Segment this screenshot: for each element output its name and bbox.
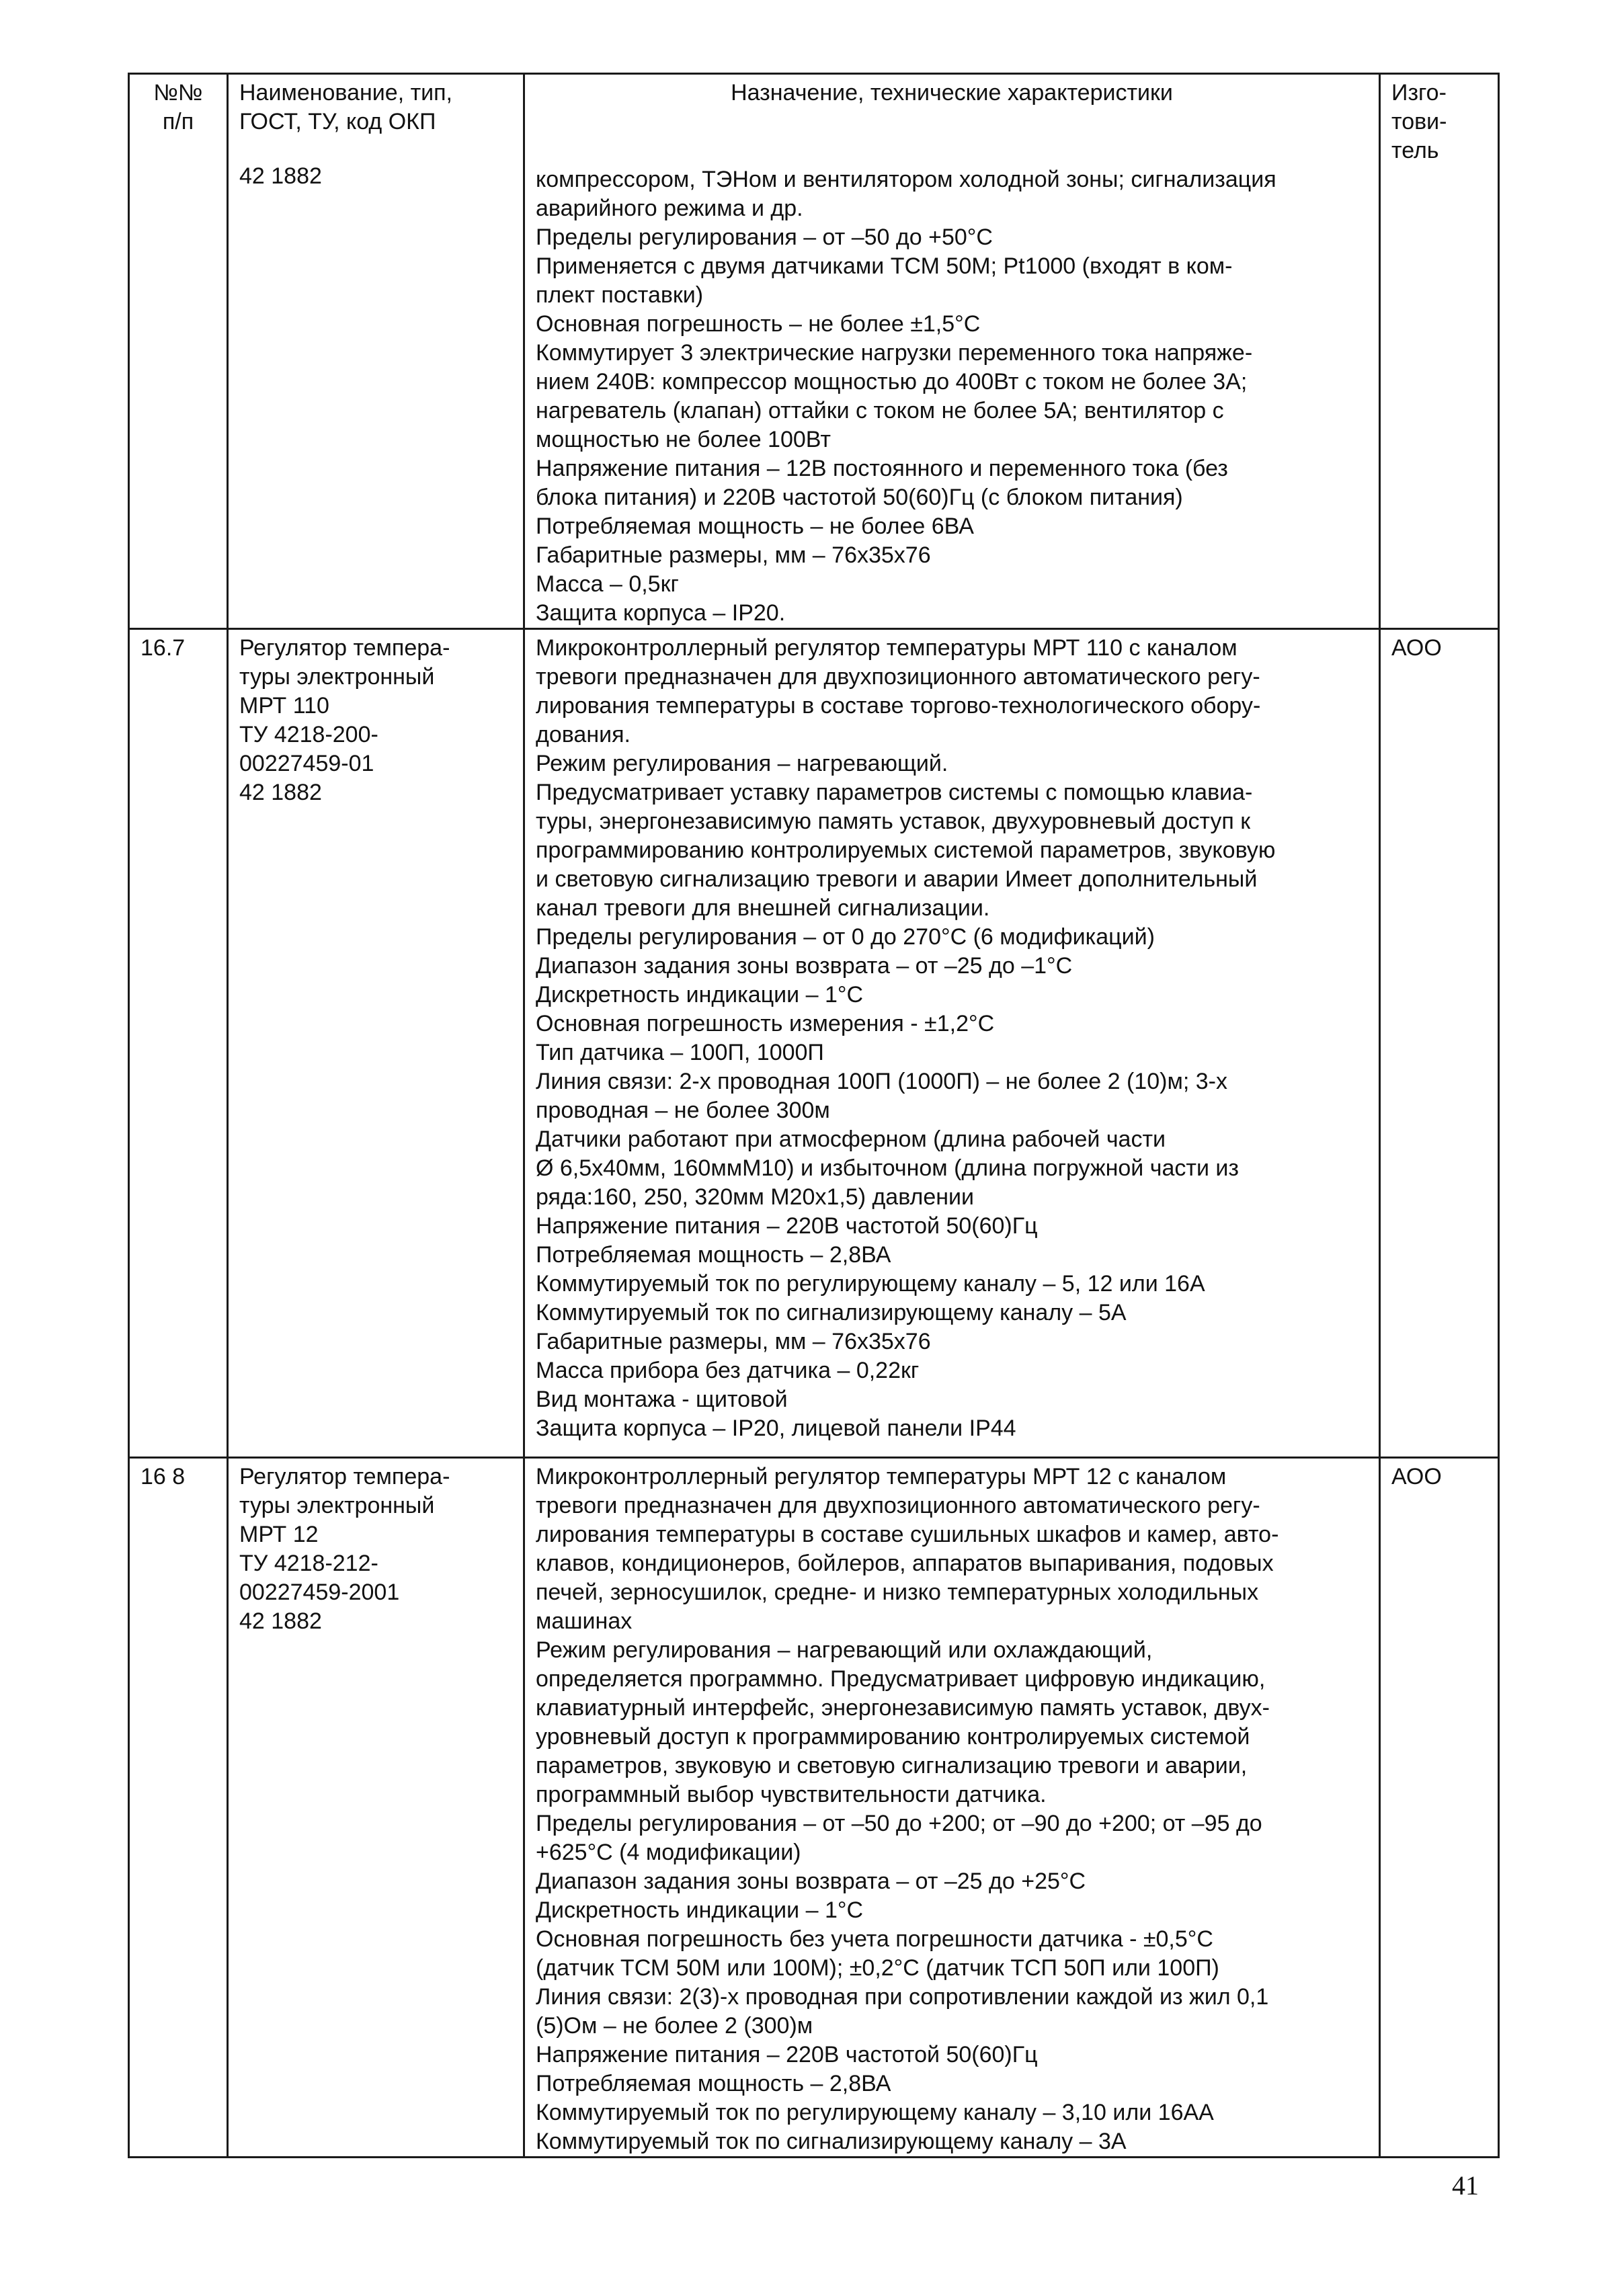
row-name-line: МРТ 12	[239, 1522, 319, 1547]
header-maker-line: тови-	[1391, 109, 1447, 134]
row-description-cell	[524, 629, 1380, 1458]
text-line: и световую сигнализацию тревоги и аварии Имеет дополнительный	[536, 866, 1258, 892]
text-line: Защита корпуса – IP20.	[536, 600, 786, 626]
text-line: проводная – не более 300м	[536, 1098, 830, 1123]
text-line: машинах	[536, 1608, 633, 1634]
header-maker-cell	[1380, 74, 1499, 629]
header-maker-line: Изго-	[1391, 80, 1447, 106]
text-line: туры, энергонезависимую память уставок, двухуровневый доступ к	[536, 809, 1251, 834]
text-line: лирования температуры в составе торгово-технологического обору-	[536, 693, 1261, 719]
header-number-line: №№	[153, 80, 203, 106]
text-line: (5)Ом – не более 2 (300)м	[536, 2013, 813, 2039]
text-line: Датчики работают при атмосферном (длина рабочей части	[536, 1126, 1166, 1152]
continuation-code: 42 1882	[239, 163, 322, 189]
row-description-cell	[524, 1458, 1380, 2158]
text-line: Коммутируемый ток по регулирующему каналу – 3,10 или 16АА	[536, 2100, 1214, 2125]
text-line: Потребляемая мощность – 2,8ВА	[536, 2071, 891, 2096]
text-line: программированию контролируемых системой параметров, звуковую	[536, 837, 1276, 863]
continuation-text	[536, 165, 1368, 628]
text-line: Потребляемая мощность – 2,8ВА	[536, 1242, 891, 1268]
text-line: Напряжение питания – 12В постоянного и переменного тока (без	[536, 456, 1228, 481]
row-maker: АОО	[1380, 1458, 1499, 2158]
text-line: Вид монтажа - щитовой	[536, 1387, 788, 1412]
row-number: 16.7	[129, 629, 228, 1458]
text-line: Коммутируемый ток по сигнализирующему каналу – 3А	[536, 2129, 1127, 2154]
text-line: Защита корпуса – IP20, лицевой панели IP44	[536, 1416, 1016, 1441]
text-line: Режим регулирования – нагревающий.	[536, 751, 948, 776]
text-line: Дискретность индикации – 1°С	[536, 1897, 864, 1923]
text-line: компрессором, ТЭНом и вентилятором холодной зоны; сигнализация	[536, 167, 1276, 192]
text-line: нием 240В: компрессор мощностью до 400Вт с током не более 3А;	[536, 369, 1248, 395]
text-line: Коммутируемый ток по сигнализирующему каналу – 5А	[536, 1300, 1127, 1325]
row-name-line: ТУ 4218-212-	[239, 1551, 378, 1576]
text-line: лирования температуры в составе сушильных шкафов и камер, авто-	[536, 1522, 1279, 1547]
text-line: Дискретность индикации – 1°С	[536, 982, 864, 1008]
header-purpose-cell	[524, 74, 1380, 629]
text-line: Микроконтроллерный регулятор температуры МРТ 12 с каналом	[536, 1464, 1227, 1489]
row-name-line: туры электронный	[239, 664, 435, 690]
text-line: печей, зерносушилок, средне- и низко температурных холодильных	[536, 1580, 1259, 1605]
text-line: канал тревоги для внешней сигнализации.	[536, 895, 990, 921]
text-line: программный выбор чувствительности датчика.	[536, 1782, 1047, 1807]
row-name-line: 00227459-01	[239, 751, 374, 776]
text-line: Линия связи: 2(3)-х проводная при сопротивлении каждой из жил 0,1	[536, 1984, 1269, 2010]
row-name-line: туры электронный	[239, 1493, 435, 1518]
text-line: Масса – 0,5кг	[536, 571, 679, 597]
text-line: Диапазон задания зоны возврата – от –25 до +25°С	[536, 1869, 1086, 1894]
header-number-cell	[129, 74, 228, 629]
spec-table	[128, 73, 1500, 2158]
page-number: 41	[1452, 2170, 1479, 2201]
text-line: Пределы регулирования – от –50 до +50°С	[536, 224, 993, 250]
text-line: Потребляемая мощность – не более 6ВА	[536, 514, 974, 539]
header-name-cell	[228, 74, 524, 629]
row-name-line: МРТ 110	[239, 693, 329, 719]
text-line: Предусматривает уставку параметров системы с помощью клавиа-	[536, 780, 1253, 805]
row-name-cell	[228, 629, 524, 1458]
text-line: Линия связи: 2-х проводная 100П (1000П) – не более 2 (10)м; 3-х	[536, 1069, 1227, 1094]
text-line: Габаритные размеры, мм – 76х35х76	[536, 1329, 931, 1354]
row-name-line: 42 1882	[239, 1608, 322, 1634]
header-maker-line: тель	[1391, 138, 1439, 163]
text-line: Диапазон задания зоны возврата – от –25 до –1°С	[536, 953, 1073, 979]
header-purpose-title: Назначение, технические характеристики	[731, 80, 1173, 106]
text-line: параметров, звуковую и световую сигнализацию тревоги и аварии,	[536, 1753, 1248, 1778]
text-line: Пределы регулирования – от –50 до +200; от –90 до +200; от –95 до	[536, 1811, 1262, 1836]
text-line: Тип датчика – 100П, 1000П	[536, 1040, 824, 1065]
text-line: Основная погрешность – не более ±1,5°С	[536, 311, 981, 337]
row-name-cell	[228, 1458, 524, 2158]
header-name-line: Наименование, тип,	[239, 80, 453, 106]
text-line: мощностью не более 100Вт	[536, 427, 831, 452]
text-line: Коммутирует 3 электрические нагрузки переменного тока напряже-	[536, 340, 1253, 366]
text-line: Основная погрешность без учета погрешности датчика - ±0,5°С	[536, 1926, 1213, 1952]
row-name-line: Регулятор темпера-	[239, 1464, 450, 1489]
row-name-line: Регулятор темпера-	[239, 635, 450, 661]
text-line: +625°С (4 модификации)	[536, 1840, 801, 1865]
header-name-line: ГОСТ, ТУ, код ОКП	[239, 109, 436, 134]
text-line: Коммутируемый ток по регулирующему каналу – 5, 12 или 16А	[536, 1271, 1205, 1297]
row-name-line: ТУ 4218-200-	[239, 722, 378, 747]
text-line: (датчик ТСМ 50М или 100М); ±0,2°С (датчик ТСП 50П или 100П)	[536, 1955, 1219, 1981]
header-number-line: п/п	[162, 109, 194, 134]
row-name-line: 00227459-2001	[239, 1580, 400, 1605]
text-line: Пределы регулирования – от 0 до 270°С (6 модификаций)	[536, 924, 1155, 950]
text-line: Масса прибора без датчика – 0,22кг	[536, 1358, 920, 1383]
text-line: плект поставки)	[536, 282, 704, 308]
text-line: Основная погрешность измерения - ±1,2°С	[536, 1011, 995, 1036]
text-line: Применяется с двумя датчиками ТСМ 50М; Pt1000 (входят в ком-	[536, 253, 1233, 279]
table-row-16-8	[129, 1458, 1499, 2158]
row-description-text	[536, 1463, 1368, 2156]
text-line: Напряжение питания – 220В частотой 50(60)Гц	[536, 1213, 1038, 1239]
text-line: тревоги предназначен для двухпозиционного автоматического регу-	[536, 664, 1260, 690]
row-description-text	[536, 634, 1368, 1443]
text-line: Ø 6,5х40мм, 160ммМ10) и избыточном (длина погружной части из	[536, 1155, 1239, 1181]
text-line: клавов, кондиционеров, бойлеров, аппаратов выпаривания, подовых	[536, 1551, 1274, 1576]
table-row-continuation	[129, 74, 1499, 629]
text-line: Режим регулирования – нагревающий или охлаждающий,	[536, 1637, 1153, 1663]
text-line: Микроконтроллерный регулятор температуры МРТ 110 с каналом	[536, 635, 1237, 661]
row-number: 16 8	[129, 1458, 228, 2158]
text-line: нагреватель (клапан) оттайки с током не более 5А; вентилятор с	[536, 398, 1224, 423]
text-line: Напряжение питания – 220В частотой 50(60)Гц	[536, 2042, 1038, 2067]
text-line: дования.	[536, 722, 631, 747]
text-line: клавиатурный интерфейс, энергонезависимую память уставок, двух-	[536, 1695, 1270, 1721]
row-maker: АОО	[1380, 629, 1499, 1458]
text-line: аварийного режима и др.	[536, 196, 803, 221]
text-line: Габаритные размеры, мм – 76х35х76	[536, 542, 931, 568]
table-row-16-7	[129, 629, 1499, 1458]
text-line: тревоги предназначен для двухпозиционного автоматического регу-	[536, 1493, 1260, 1518]
text-line: блока питания) и 220В частотой 50(60)Гц (с блоком питания)	[536, 485, 1183, 510]
text-line: определяется программно. Предусматривает цифровую индикацию,	[536, 1666, 1266, 1692]
text-line: ряда:160, 250, 320мм М20х1,5) давлении	[536, 1184, 975, 1210]
text-line: уровневый доступ к программированию контролируемых системой	[536, 1724, 1250, 1750]
row-name-line: 42 1882	[239, 780, 322, 805]
